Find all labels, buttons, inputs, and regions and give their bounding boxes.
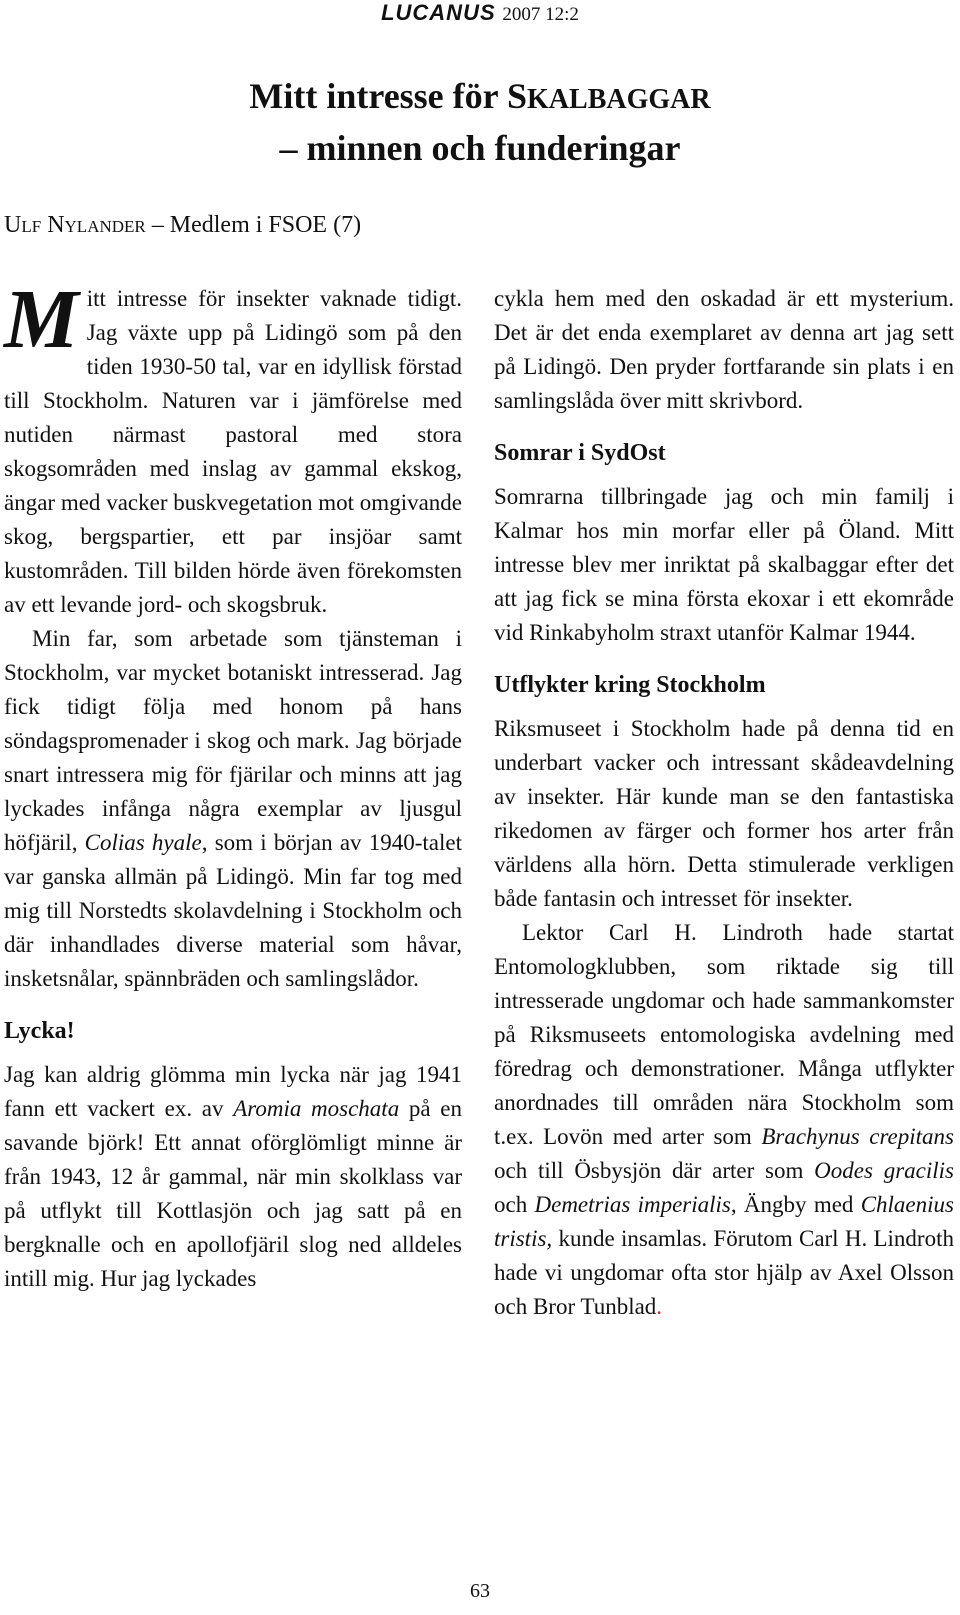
paragraph-lindroth: Lektor Carl H. Lindroth hade startat Entomologklubben, som riktade sig till intresserade ungdomar och hade sammankomster på Riksmuseets entomologiska avdelning med föredrag och demonstrationer. Många utflykter anordnades till områden nära Stockholm som t.ex. Lovön med arter som Brachynus crepitans och till Ösbysjön där arter som Oodes gracilis och Demetrias imperialis, Ängby med Chlaenius tristis, kunde insamlas. Förutom Carl H. Lindroth hade vi ungdomar ofta stor hjälp av Axel Olsson och Bror Tunblad.	[494, 920, 954, 1319]
running-head	[0, 0, 960, 26]
paragraph-continued: cykla hem med den oskadad är ett mysterium. Det är det enda exemplaret av denna art jag sett på Lidingö. Den pryder fortfarande sin plats i en samlingslåda över mitt skrivbord.	[494, 286, 954, 413]
article-title	[0, 72, 960, 173]
author-byline: ULF NYLANDER – Medlem i FSOE (7)	[4, 212, 362, 238]
journal-name: LUCANUS	[381, 0, 496, 25]
page-number: 63	[470, 1580, 490, 1602]
paragraph-lycka: Jag kan aldrig glömma min lycka när jag 1941 fann ett vackert ex. av Aromia moschata på en savande björk! Ett annat oförglömligt minne är från 1943, 12 år gammal, när min skolklass var på utflykt till Kottlasjön och jag satt på en bergknalle och en apollofjäril slog ned alldeles intill mig. Hur jag lyckades	[4, 1062, 463, 1291]
heading-utflykter: Utflykter kring Stockholm	[494, 672, 766, 698]
left-column	[4, 273, 463, 1296]
paragraph-riksmuseet: Riksmuseet i Stockholm hade på denna tid en underbart vacker och intressant skådeavdelning av insekter. Här kunde man se den fantastiska rikedomen av färger och former hos arter från världens alla hörn. Detta stimulerade verkligen både fantasin och intresset för insekter.	[494, 716, 954, 911]
issue-number: 2007 12:2	[502, 4, 579, 25]
right-column	[494, 282, 954, 1324]
species-name: Brachynus crepitans	[761, 1124, 954, 1149]
title-line-2: – minnen och funderingar	[279, 128, 681, 168]
drop-cap: M	[4, 273, 79, 366]
heading-lycka: Lycka!	[4, 1018, 75, 1044]
species-name: Aromia moschata	[233, 1096, 400, 1121]
heading-somrar: Somrar i SydOst	[494, 440, 666, 466]
paragraph-father: Min far, som arbetade som tjänsteman i Stockholm, var mycket botaniskt intresserad. Jag fick tidigt följa med honom på hans söndagspromenader i skog och mark. Jag började snart intressera mig för fjärilar och minns att jag lyckades infånga några exemplar av ljusgul höfjäril, Colias hyale, som i början av 1940-talet var ganska allmän på Lidingö. Min far tog med mig till Norstedts skolavdelning i Stockholm och där inhandlades diverse material som håvar, insketsnålar, spännbräden och samlingslådor.	[4, 626, 462, 991]
paragraph-somrar: Somrarna tillbringade jag och min familj i Kalmar hos min morfar eller på Öland. Mitt intresse blev mer inriktat på skalbaggar efter det att jag fick se mina första ekoxar i ett ekområde vid Rinkabyholm straxt utanför Kalmar 1944.	[494, 484, 954, 645]
species-name: Demetrias imperialis	[534, 1192, 731, 1217]
title-line-1: Mitt intresse för SKALBAGGAR	[249, 76, 711, 116]
intro-paragraph: Mitt intresse för insekter vaknade tidigt. Jag växte upp på Lidingö som på den tiden 1930-50 tal, var en idyllisk förstad till Stockholm. Naturen var i jämförelse med nutiden närmast pastoral med stora skogsområden med inslag av gammal ekskog, ängar med vacker buskvegetation mot omgivande skog, bergspartier, ett par insjöar samt kustområden. Till bilden hörde även förekomsten av ett levande jord- och skogsbruk.	[4, 273, 462, 617]
species-name: Chlaenius tristis,	[494, 1192, 954, 1251]
species-name: Colias hyale	[84, 830, 202, 855]
species-name: Oodes gracilis	[814, 1158, 954, 1183]
